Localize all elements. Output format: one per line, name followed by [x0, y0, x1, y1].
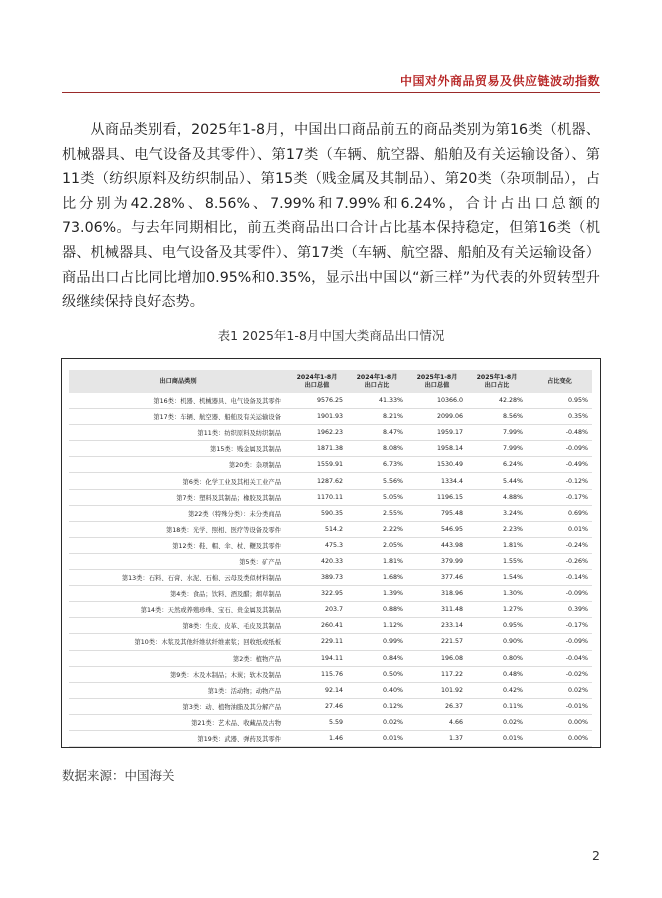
value-cell: 42.28% [467, 393, 527, 409]
value-cell: -0.49% [527, 457, 592, 473]
value-cell: 5.56% [347, 473, 407, 489]
category-cell: 第19类：武器、弹药及其零件 [69, 730, 287, 746]
value-cell: 8.56% [467, 409, 527, 425]
value-cell: 1.27% [467, 602, 527, 618]
value-cell: 117.22 [407, 666, 467, 682]
value-cell: -0.17% [527, 489, 592, 505]
value-cell: 590.35 [287, 505, 347, 521]
table-row [69, 650, 592, 666]
table-header-row [69, 370, 592, 393]
value-cell: 8.21% [347, 409, 407, 425]
category-cell: 第21类：艺术品、收藏品及古物 [69, 714, 287, 730]
table-header-cell: 占比变化 [527, 370, 592, 393]
value-cell: 1958.14 [407, 441, 467, 457]
value-cell: 0.01% [527, 521, 592, 537]
value-cell: 475.3 [287, 537, 347, 553]
category-cell: 第5类：矿产品 [69, 553, 287, 569]
value-cell: 0.39% [527, 602, 592, 618]
value-cell: 1196.15 [407, 489, 467, 505]
table-row [69, 634, 592, 650]
value-cell: -0.04% [527, 650, 592, 666]
body-paragraph: 从商品类别看，2025年1-8月，中国出口商品前五的商品类别为第16类（机器、机械器具、电气设备及其零件）、第17类（车辆、航空器、船舶及有关运输设备）、第11类（纺织原料及纺织制品）、第15类（贱金属及其制品）、第20类（杂项制品），占比分别为42.28%、8.56%、7.99%和7.99%和6.24%，合计占出口总额的73.06%。与去年同期相比，前五类商品出口合计占比基本保持稳定，但第16类（机器、机械器具、电气设备及其零件）、第17类（车辆、航空器、船舶及有关运输设备）商品出口占比同比增加0.95%和0.35%，显示出中国以“新三样”为代表的外贸转型升级继续保持良好态势。 [62, 122, 600, 311]
export-table [69, 370, 592, 747]
value-cell: 221.57 [407, 634, 467, 650]
table-row [69, 730, 592, 746]
table-row [69, 521, 592, 537]
header-title: 中国对外商品贸易及供应链波动指数 [399, 74, 600, 88]
value-cell: -0.26% [527, 553, 592, 569]
value-cell: 6.73% [347, 457, 407, 473]
page-number: 2 [592, 848, 600, 863]
value-cell: 0.42% [467, 682, 527, 698]
value-cell: 2.55% [347, 505, 407, 521]
value-cell: 27.46 [287, 698, 347, 714]
value-cell: 0.02% [527, 682, 592, 698]
value-cell: 0.88% [347, 602, 407, 618]
table-row [69, 457, 592, 473]
value-cell: 1.37 [407, 730, 467, 746]
value-cell: 1287.62 [287, 473, 347, 489]
value-cell: 0.35% [527, 409, 592, 425]
value-cell: 0.11% [467, 698, 527, 714]
value-cell: 8.47% [347, 425, 407, 441]
value-cell: 2.22% [347, 521, 407, 537]
value-cell: -0.09% [527, 441, 592, 457]
value-cell: 443.98 [407, 537, 467, 553]
data-source-note: 数据来源：中国海关 [62, 768, 175, 783]
table-frame [61, 358, 601, 748]
category-cell: 第9类：木及木制品；木炭；软木及制品 [69, 666, 287, 682]
table-header-cell: 2025年1-8月 出口总值 [407, 370, 467, 393]
table-row [69, 602, 592, 618]
value-cell: -0.24% [527, 537, 592, 553]
value-cell: 0.00% [527, 730, 592, 746]
value-cell: 0.90% [467, 634, 527, 650]
value-cell: 379.99 [407, 553, 467, 569]
value-cell: 0.01% [347, 730, 407, 746]
value-cell: 1530.49 [407, 457, 467, 473]
value-cell: 318.96 [407, 586, 467, 602]
value-cell: 0.02% [347, 714, 407, 730]
value-cell: 5.05% [347, 489, 407, 505]
value-cell: 0.84% [347, 650, 407, 666]
value-cell: 389.73 [287, 570, 347, 586]
table-header-cell: 出口商品类别 [69, 370, 287, 393]
value-cell: 1959.17 [407, 425, 467, 441]
table-row [69, 698, 592, 714]
value-cell: -0.02% [527, 666, 592, 682]
value-cell: 1871.38 [287, 441, 347, 457]
value-cell: 0.99% [347, 634, 407, 650]
value-cell: 1.81% [347, 553, 407, 569]
value-cell: 5.44% [467, 473, 527, 489]
category-cell: 第4类：食品；饮料、酒及醋；烟草制品 [69, 586, 287, 602]
value-cell: 0.02% [467, 714, 527, 730]
table-row [69, 570, 592, 586]
value-cell: 0.48% [467, 666, 527, 682]
value-cell: 0.69% [527, 505, 592, 521]
table-row [69, 682, 592, 698]
value-cell: 0.95% [527, 393, 592, 409]
value-cell: -0.09% [527, 586, 592, 602]
value-cell: 0.40% [347, 682, 407, 698]
value-cell: -0.09% [527, 634, 592, 650]
value-cell: 5.59 [287, 714, 347, 730]
table-row [69, 425, 592, 441]
category-cell: 第11类：纺织原料及纺织制品 [69, 425, 287, 441]
table-header-cell: 2024年1-8月 出口总值 [287, 370, 347, 393]
value-cell: 0.12% [347, 698, 407, 714]
value-cell: 1.68% [347, 570, 407, 586]
category-cell: 第15类：贱金属及其制品 [69, 441, 287, 457]
value-cell: 1334.4 [407, 473, 467, 489]
category-cell: 第3类：动、植物油脂及其分解产品 [69, 698, 287, 714]
value-cell: 322.95 [287, 586, 347, 602]
table-row [69, 586, 592, 602]
category-cell: 第14类：天然或养殖珍珠、宝石、贵金属及其制品 [69, 602, 287, 618]
category-cell: 第8类：生皮、皮革、毛皮及其制品 [69, 618, 287, 634]
value-cell: 203.7 [287, 602, 347, 618]
value-cell: 4.66 [407, 714, 467, 730]
value-cell: 2099.06 [407, 409, 467, 425]
category-cell: 第10类：木浆及其他纤维状纤维素浆；回收纸或纸板 [69, 634, 287, 650]
value-cell: 8.08% [347, 441, 407, 457]
value-cell: 1.12% [347, 618, 407, 634]
table-row [69, 409, 592, 425]
value-cell: 194.11 [287, 650, 347, 666]
table-row [69, 505, 592, 521]
value-cell: 1.54% [467, 570, 527, 586]
table-row [69, 714, 592, 730]
category-cell: 第22类（特殊分类）：未分类商品 [69, 505, 287, 521]
value-cell: 196.08 [407, 650, 467, 666]
value-cell: -0.14% [527, 570, 592, 586]
value-cell: 1962.23 [287, 425, 347, 441]
value-cell: 6.24% [467, 457, 527, 473]
value-cell: 0.01% [467, 730, 527, 746]
value-cell: 4.88% [467, 489, 527, 505]
category-cell: 第18类：光学、照相、医疗等设备及零件 [69, 521, 287, 537]
category-cell: 第7类：塑料及其制品；橡胶及其制品 [69, 489, 287, 505]
value-cell: 1.30% [467, 586, 527, 602]
table-row [69, 441, 592, 457]
value-cell: 233.14 [407, 618, 467, 634]
category-cell: 第12类：鞋、帽、伞、杖、鞭及其零件 [69, 537, 287, 553]
value-cell: 7.99% [467, 425, 527, 441]
value-cell: 1.39% [347, 586, 407, 602]
value-cell: 1559.91 [287, 457, 347, 473]
category-cell: 第17类：车辆、航空器、船舶及有关运输设备 [69, 409, 287, 425]
value-cell: 1.46 [287, 730, 347, 746]
value-cell: -0.17% [527, 618, 592, 634]
value-cell: 0.50% [347, 666, 407, 682]
table-row [69, 666, 592, 682]
table-row [69, 618, 592, 634]
category-cell: 第1类：活动物；动物产品 [69, 682, 287, 698]
value-cell: -0.48% [527, 425, 592, 441]
value-cell: 420.33 [287, 553, 347, 569]
value-cell: 260.41 [287, 618, 347, 634]
category-cell: 第16类：机器、机械器具、电气设备及其零件 [69, 393, 287, 409]
value-cell: 101.92 [407, 682, 467, 698]
category-cell: 第6类：化学工业及其相关工业产品 [69, 473, 287, 489]
table-row [69, 537, 592, 553]
value-cell: 1901.93 [287, 409, 347, 425]
value-cell: 115.76 [287, 666, 347, 682]
value-cell: 795.48 [407, 505, 467, 521]
value-cell: 41.33% [347, 393, 407, 409]
header-divider [62, 92, 600, 93]
table-caption: 表1 2025年1-8月中国大类商品出口情况 [217, 328, 445, 343]
value-cell: 3.24% [467, 505, 527, 521]
table-row [69, 393, 592, 409]
value-cell: 2.05% [347, 537, 407, 553]
value-cell: 514.2 [287, 521, 347, 537]
value-cell: 377.46 [407, 570, 467, 586]
value-cell: -0.12% [527, 473, 592, 489]
table-header-cell: 2024年1-8月 出口占比 [347, 370, 407, 393]
value-cell: -0.01% [527, 698, 592, 714]
value-cell: 26.37 [407, 698, 467, 714]
category-cell: 第2类：植物产品 [69, 650, 287, 666]
value-cell: 1.81% [467, 537, 527, 553]
value-cell: 0.00% [527, 714, 592, 730]
value-cell: 1170.11 [287, 489, 347, 505]
value-cell: 229.11 [287, 634, 347, 650]
table-body [69, 393, 592, 747]
table-row [69, 489, 592, 505]
category-cell: 第13类：石料、石膏、水泥、石棉、云母及类似材料制品 [69, 570, 287, 586]
value-cell: 9576.25 [287, 393, 347, 409]
category-cell: 第20类：杂项制品 [69, 457, 287, 473]
value-cell: 0.80% [467, 650, 527, 666]
table-header-cell: 2025年1-8月 出口占比 [467, 370, 527, 393]
value-cell: 2.23% [467, 521, 527, 537]
value-cell: 311.48 [407, 602, 467, 618]
value-cell: 0.95% [467, 618, 527, 634]
table-row [69, 553, 592, 569]
table-row [69, 473, 592, 489]
value-cell: 1.55% [467, 553, 527, 569]
value-cell: 92.14 [287, 682, 347, 698]
value-cell: 7.99% [467, 441, 527, 457]
value-cell: 546.95 [407, 521, 467, 537]
value-cell: 10366.0 [407, 393, 467, 409]
